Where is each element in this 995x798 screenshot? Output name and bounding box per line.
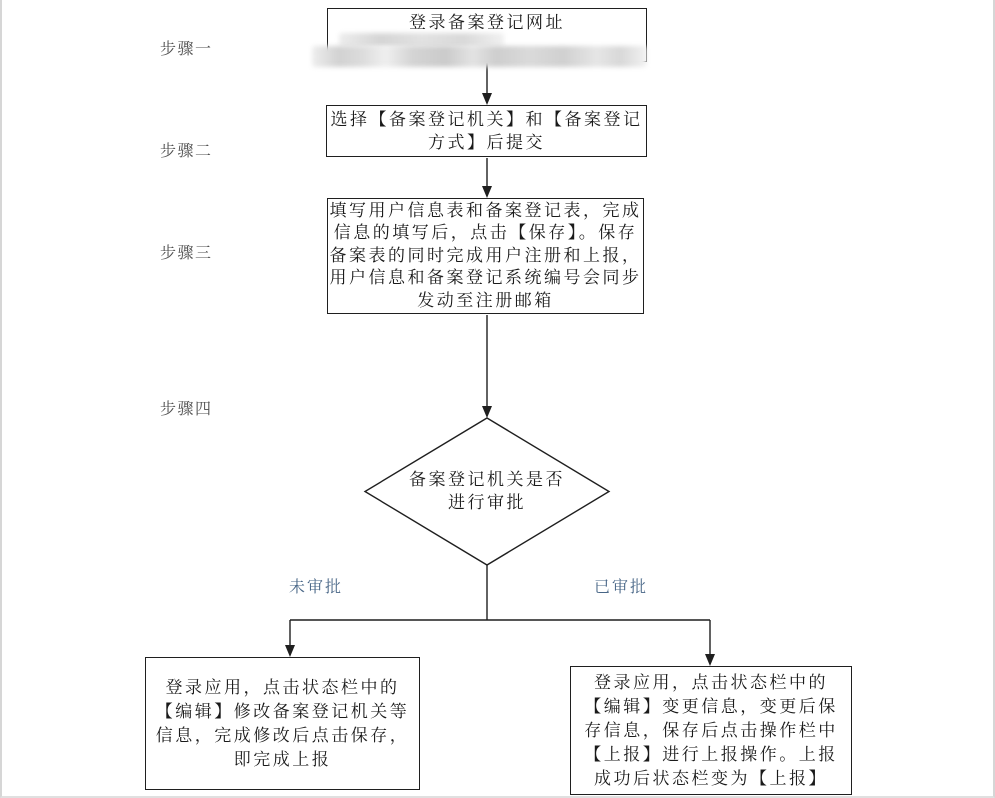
process-box-approved (570, 666, 852, 795)
process-box-approved-text: 登录应用，点击状态栏中的【编辑】变更信息，变更后保存信息，保存后点击操作栏中【上报】进行上报操作。上报成功后状态栏变为【上报】 (584, 672, 838, 788)
arrowhead-branch-left (285, 645, 295, 657)
arrowhead-fill-to-decision (482, 406, 492, 418)
process-box-login-text: 登录备案登记网址 (409, 13, 565, 32)
arrowhead-branch-right (705, 654, 715, 666)
step-label-2: 步骤二 (160, 143, 213, 160)
process-box-fill (327, 198, 644, 314)
arrowhead-login-to-select (482, 93, 492, 105)
process-box-select (326, 105, 647, 157)
process-box-fill-text: 填写用户信息表和备案登记表，完成信息的填写后，点击【保存】。保存备案表的同时完成用户注册和上报，用户信息和备案登记系统编号会同步发动至注册邮箱 (329, 200, 642, 310)
branch-label-approved: 已审批 (594, 579, 649, 596)
process-box-select-text: 选择【备案登记机关】和【备案登记方式】后提交 (330, 110, 643, 152)
redacted-url-blur-line1 (339, 33, 504, 47)
step-label-1: 步骤一 (160, 41, 213, 58)
step-label-3: 步骤三 (160, 245, 213, 262)
step-label-4: 步骤四 (160, 401, 213, 418)
process-box-not-approved (145, 657, 420, 790)
redacted-url-blur-line2 (312, 46, 647, 67)
decision-diamond-label: 备案登记机关是否进行审批 (409, 470, 565, 512)
arrowhead-select-to-fill (482, 186, 492, 198)
branch-label-not-approved: 未审批 (289, 579, 344, 596)
process-box-not-approved-text: 登录应用，点击状态栏中的【编辑】修改备案登记机关等信息，完成修改后点击保存，即完成上报 (155, 677, 410, 769)
